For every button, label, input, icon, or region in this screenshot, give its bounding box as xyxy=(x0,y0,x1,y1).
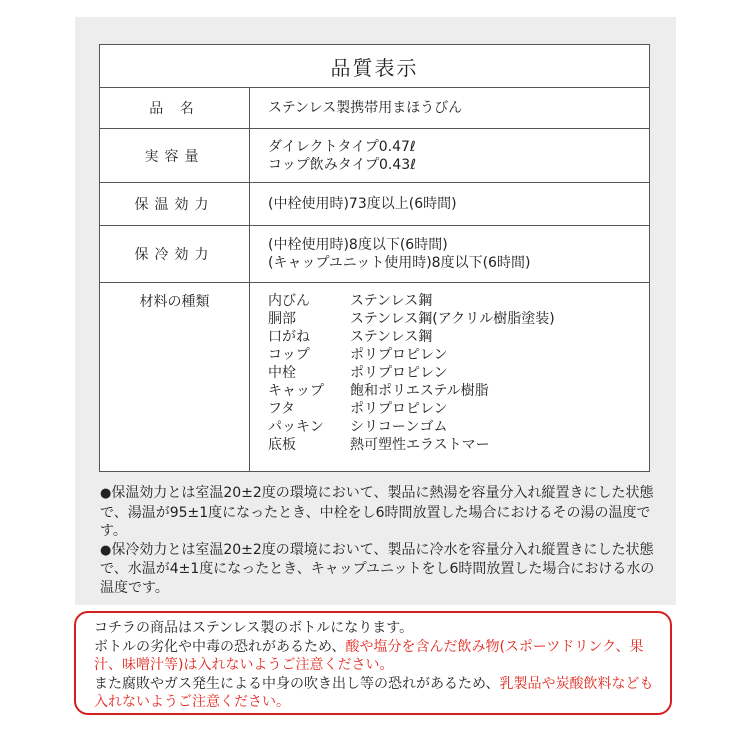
list-item xyxy=(268,400,649,418)
row-value-materials xyxy=(250,283,650,472)
note-cold xyxy=(100,541,660,598)
table-title: 品質表示 xyxy=(100,45,650,88)
list-item xyxy=(268,328,649,346)
material-part: 口がね xyxy=(268,329,310,345)
material-name: ステンレス鋼 xyxy=(350,329,433,345)
capacity-cup: コップ飲みタイプ0.43ℓ xyxy=(268,156,416,173)
table-row-name xyxy=(100,88,650,129)
list-item xyxy=(268,364,649,382)
warning-text-3a: また腐敗やガス発生による中身の吹き出し等の恐れがあるため、 xyxy=(94,675,500,692)
cold-cap-unit: (キャップユニット使用時)8度以下(6時間) xyxy=(268,255,531,271)
bullet-icon: ● xyxy=(100,486,112,501)
table-row-warm xyxy=(100,183,650,226)
material-name: ポリプロピレン xyxy=(350,347,448,363)
row-label-warm: 保温効力 xyxy=(100,183,250,226)
notes xyxy=(100,484,660,597)
list-item xyxy=(268,310,649,328)
warning-text-2a: ボトルの劣化や中毒の恐れがあるため、 xyxy=(94,638,346,655)
material-part: コップ xyxy=(268,347,310,363)
material-part: 内びん xyxy=(268,293,310,309)
materials-list xyxy=(268,283,649,464)
material-name: ステンレス鋼 xyxy=(350,293,433,309)
warning-line-3 xyxy=(94,675,660,712)
bullet-icon: ● xyxy=(100,542,112,558)
list-item xyxy=(268,382,649,400)
list-item xyxy=(268,418,649,436)
table-row-cold xyxy=(100,226,650,283)
material-part: 中栓 xyxy=(268,365,296,381)
note-cold-text: 保冷効力とは室温20±2度の環境において、製品に冷水を容量分入れ縦置きにした状態で、水温が4±1度になったとき、キャップユニットをし6時間放置した場合における水の温度です。 xyxy=(100,541,655,596)
warning-line-1: コチラの商品はステンレス製のボトルになります。 xyxy=(94,620,414,636)
warning-box xyxy=(74,611,672,715)
material-name: 熱可塑性エラストマー xyxy=(350,437,490,453)
row-value-capacity xyxy=(250,129,650,183)
warning-line-2 xyxy=(94,638,660,675)
row-label-cold: 保冷効力 xyxy=(100,226,250,283)
row-label-capacity: 実容量 xyxy=(100,129,250,183)
note-warm xyxy=(100,484,660,541)
material-part: パッキン xyxy=(268,419,324,435)
capacity-direct: ダイレクトタイプ0.47ℓ xyxy=(268,138,416,155)
material-name: 飽和ポリエステル樹脂 xyxy=(350,383,489,399)
list-item xyxy=(268,436,649,454)
table-row-capacity xyxy=(100,129,650,183)
quality-table xyxy=(99,44,650,472)
note-warm-text: 保温効力とは室温20±2度の環境において、製品に熱湯を容量分入れ縦置きにした状態で、湯温が95±1度になったとき、中栓をし6時間放置した場合におけるその湯の温度です。 xyxy=(100,485,654,539)
cold-inner-plug: (中栓使用時)8度以下(6時間) xyxy=(268,237,448,253)
list-item xyxy=(268,292,649,310)
row-label-materials: 材料の種類 xyxy=(100,283,250,472)
material-name: ステンレス鋼(アクリル樹脂塗装) xyxy=(350,311,555,327)
material-part: キャップ xyxy=(268,383,324,399)
row-label-name: 品 名 xyxy=(100,88,250,129)
row-value-warm: (中栓使用時)73度以上(6時間) xyxy=(250,183,650,226)
material-name: ポリプロピレン xyxy=(350,401,448,417)
material-part: フタ xyxy=(268,401,296,417)
list-item xyxy=(268,346,649,364)
material-part: 胴部 xyxy=(268,311,296,327)
table-row-materials xyxy=(100,283,650,472)
material-name: シリコーンゴム xyxy=(350,419,448,435)
row-value-name: ステンレス製携帯用まほうびん xyxy=(250,88,650,129)
material-part: 底板 xyxy=(268,437,296,453)
material-name: ポリプロピレン xyxy=(350,365,448,381)
warning-text-3b: 乳製品や炭酸飲料なども入れないようご注意ください。 xyxy=(94,675,654,710)
row-value-cold xyxy=(250,226,650,283)
warning-text-2b: 酸や塩分を含んだ飲み物(スポーツドリンク、果汁、味噌汁等)は入れないようご注意ください。 xyxy=(94,638,644,673)
